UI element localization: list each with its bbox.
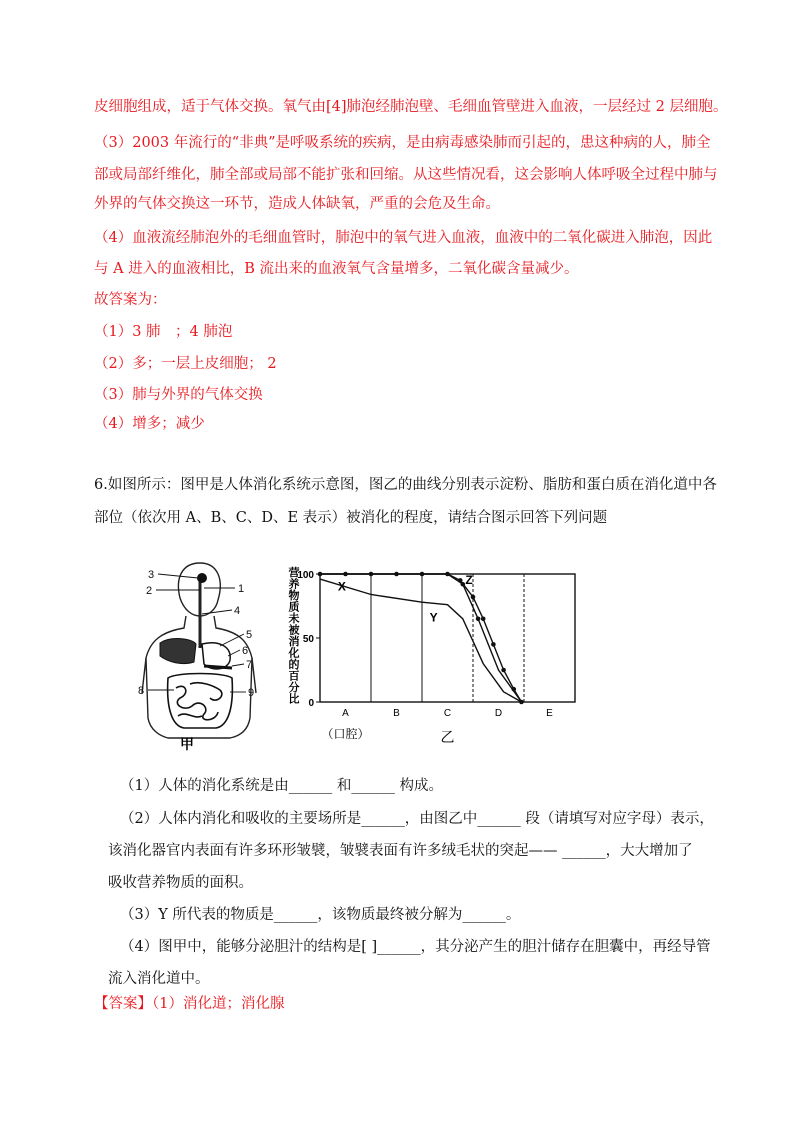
y-axis-label-char: 百	[288, 669, 300, 683]
data-point	[512, 687, 517, 692]
series-label-y: Y	[429, 610, 438, 625]
chart-caption: 乙	[440, 730, 455, 746]
sub-question-1: （1）人体的消化系统是由______ 和______ 构成。	[120, 778, 443, 794]
answer-line: （2）多；一层上皮细胞； 2	[94, 356, 277, 372]
answer-line: 外界的气体交换这一环节，造成人体缺氧，严重的会危及生命。	[94, 196, 500, 212]
answer-line: （3）肺与外界的气体交换	[94, 387, 263, 403]
y-axis-label-char: 分	[288, 681, 300, 694]
y-axis-label-char: 比	[288, 692, 300, 706]
diagram-number-8: 8	[138, 685, 145, 697]
answer-line: （4）血液流经肺泡外的毛细血管时，肺泡中的氧气进入血液，血液中的二氧化碳进入肺泡，因此	[94, 230, 713, 246]
y-tick-label: 0	[308, 698, 314, 709]
diagram-number-2: 2	[146, 585, 153, 597]
digestion-chart	[280, 558, 600, 758]
data-point	[481, 617, 486, 622]
data-point	[458, 578, 463, 583]
sub-question-2: （2）人体内消化和吸收的主要场所是______，由图乙中______ 段（请填写对应字母）表示，	[120, 811, 714, 827]
answer-line: （1）3 肺 ；4 肺泡	[94, 324, 233, 340]
figure	[120, 558, 600, 758]
x-tick-label: B	[393, 708, 400, 719]
data-point	[491, 642, 496, 647]
y-axis-label-char: 物	[288, 589, 300, 602]
question-stem: 部位（依次用 A、B、C、D、E 表示）被消化的程度，请结合图示回答下列问题	[94, 510, 608, 526]
data-point	[476, 617, 481, 622]
answer-line: 皮细胞组成，适于气体交换。氧气由[4]肺泡经肺泡壁、毛细血管壁进入血液，一层经过 2 层细胞。	[94, 99, 728, 115]
data-point	[519, 700, 524, 705]
diagram-number-5: 5	[246, 629, 253, 641]
y-axis-label-char: 化	[288, 646, 300, 660]
question-stem: 6.如图所示：图甲是人体消化系统示意图，图乙的曲线分别表示淀粉、脂肪和蛋白质在消化道中各	[94, 477, 717, 493]
y-axis-label-char: 质	[288, 600, 300, 614]
diagram-number-6: 6	[242, 645, 249, 657]
sub-question-2-cont: 该消化器官内表面有许多环形皱襞，皱襞表面有许多绒毛状的突起—— ______，大大增加了	[108, 843, 693, 859]
x-tick-label: D	[494, 708, 503, 719]
diagram-number-4: 4	[234, 605, 241, 617]
data-point	[501, 668, 506, 673]
answer-row	[94, 994, 284, 1014]
answer-label: 【答案】	[94, 996, 152, 1012]
sub-question-2-cont: 吸收营养物质的面积。	[108, 875, 253, 891]
y-axis-label-char: 的	[288, 658, 300, 671]
y-tick-label: 100	[297, 570, 314, 581]
answer-line: （3）2003 年流行的“非典”是呼吸系统的疾病，是由病毒感染肺而引起的，患这种病的人，肺全	[94, 135, 711, 151]
sub-question-3: （3）Y 所代表的物质是______，该物质最终被分解为______。	[120, 907, 521, 923]
chart-frame	[320, 574, 575, 702]
sub-question-4: （4）图甲中，能够分泌胆汁的结构是[ ]______，其分泌产生的胆汁储存在胆囊中，再经导管	[120, 939, 711, 955]
x-tick-label: A	[342, 708, 349, 719]
answer-line: 部或局部纤维化，肺全部或局部不能扩张和回缩。从这些情况看，这会影响人体呼吸全过程中肺与	[94, 167, 718, 183]
y-axis-label-char: 未	[288, 612, 300, 625]
diagram-number-9: 9	[248, 687, 255, 699]
figure-caption-jia: 甲	[180, 737, 194, 753]
diagram-number-3: 3	[148, 569, 155, 581]
x-tick-label: E	[546, 708, 553, 719]
answer-text: （1）消化道；消化腺	[152, 996, 285, 1012]
answer-line: （4）增多；减少	[94, 416, 205, 432]
series-label-x: X	[337, 579, 346, 594]
sub-question-4-cont: 流入消化道中。	[108, 971, 210, 987]
y-tick-label: 50	[302, 634, 314, 645]
data-point	[471, 595, 476, 600]
y-axis-label-char: 消	[288, 635, 300, 648]
series-line-z	[320, 574, 522, 702]
digestive-system-diagram	[120, 558, 270, 758]
y-axis-label-char: 被	[288, 623, 300, 637]
diagram-number-7: 7	[246, 659, 253, 671]
diagram-number-1: 1	[238, 583, 245, 595]
series-label-z: Z	[465, 573, 473, 588]
y-axis-label-char: 营	[288, 566, 300, 579]
answer-line: 故答案为：	[94, 292, 167, 308]
y-axis-label-char: 养	[288, 577, 300, 591]
answer-line: 与 A 进入的血液相比，B 流出来的血液氧气含量增多，二氧化碳含量减少。	[94, 261, 579, 277]
x-sublabel: （口腔）	[321, 727, 370, 741]
x-tick-label: C	[443, 708, 452, 719]
